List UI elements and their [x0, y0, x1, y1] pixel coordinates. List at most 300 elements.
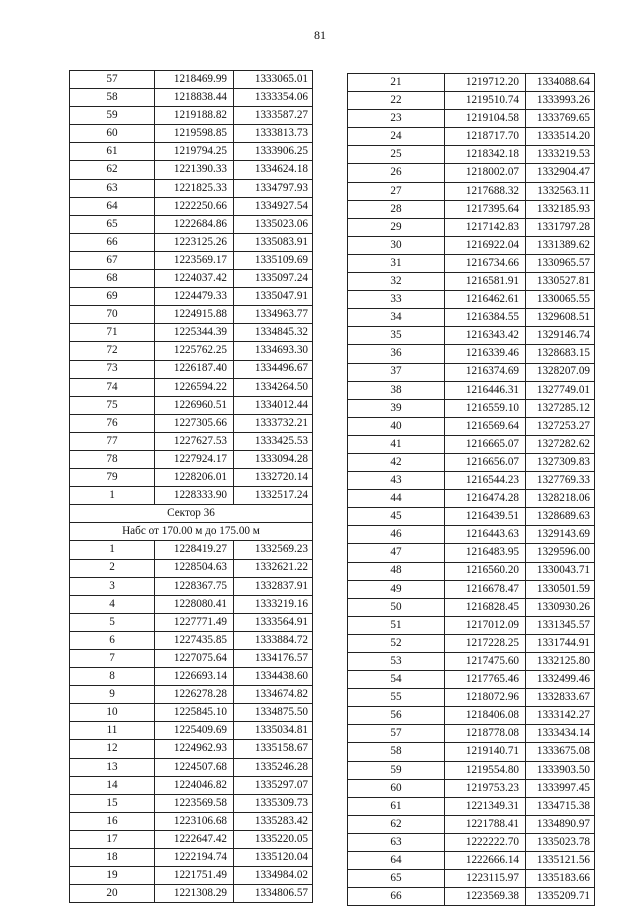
x-coordinate-cell: 1217765.46: [445, 671, 526, 689]
x-coordinate-cell: 1222194.74: [155, 849, 234, 867]
point-number-cell: 12: [70, 740, 155, 758]
table-row: [348, 490, 595, 508]
x-coordinate-cell: 1216678.47: [445, 580, 526, 598]
point-number-cell: 8: [70, 668, 155, 686]
y-coordinate-cell: 1333675.08: [526, 743, 595, 761]
y-coordinate-cell: 1335246.28: [234, 758, 313, 776]
point-number-cell: 78: [70, 450, 155, 468]
point-number-cell: 10: [70, 704, 155, 722]
x-coordinate-cell: 1218717.70: [445, 128, 526, 146]
table-row: [348, 707, 595, 725]
table-row: [70, 71, 313, 89]
y-coordinate-cell: 1335083.91: [234, 233, 313, 251]
x-coordinate-cell: 1224962.93: [155, 740, 234, 758]
table-row: [348, 562, 595, 580]
point-number-cell: 41: [348, 435, 445, 453]
point-number-cell: 7: [70, 650, 155, 668]
table-row: [70, 740, 313, 758]
x-coordinate-cell: 1223115.97: [445, 870, 526, 888]
y-coordinate-cell: 1328689.63: [526, 508, 595, 526]
table-row: [70, 595, 313, 613]
y-coordinate-cell: 1331389.62: [526, 236, 595, 254]
y-coordinate-cell: 1334806.57: [234, 885, 313, 903]
x-coordinate-cell: 1216656.07: [445, 453, 526, 471]
y-coordinate-cell: 1332499.46: [526, 671, 595, 689]
table-row: [348, 435, 595, 453]
table-row: [70, 179, 313, 197]
point-number-cell: 19: [70, 867, 155, 885]
y-coordinate-cell: 1333434.14: [526, 725, 595, 743]
y-coordinate-cell: 1333564.91: [234, 613, 313, 631]
table-row: [348, 309, 595, 327]
y-coordinate-cell: 1332569.23: [234, 541, 313, 559]
y-coordinate-cell: 1330065.55: [526, 291, 595, 309]
x-coordinate-cell: 1228080.41: [155, 595, 234, 613]
table-row: [70, 849, 313, 867]
point-number-cell: 74: [70, 378, 155, 396]
y-coordinate-cell: 1334875.50: [234, 704, 313, 722]
point-number-cell: 23: [348, 110, 445, 128]
y-coordinate-cell: 1334012.44: [234, 396, 313, 414]
point-number-cell: 11: [70, 722, 155, 740]
table-row: [70, 668, 313, 686]
point-number-cell: 64: [348, 852, 445, 870]
point-number-cell: 57: [70, 71, 155, 89]
y-coordinate-cell: 1335209.71: [526, 888, 595, 906]
table-row: [348, 870, 595, 888]
x-coordinate-cell: 1221788.41: [445, 815, 526, 833]
x-coordinate-cell: 1216483.95: [445, 544, 526, 562]
x-coordinate-cell: 1221349.31: [445, 797, 526, 815]
y-coordinate-cell: 1329143.69: [526, 526, 595, 544]
sector-subtitle: Набс от 170.00 м до 175.00 м: [70, 523, 313, 541]
table-row: [70, 758, 313, 776]
y-coordinate-cell: 1335183.66: [526, 870, 595, 888]
y-coordinate-cell: 1327749.01: [526, 381, 595, 399]
table-row: [70, 215, 313, 233]
x-coordinate-cell: 1216569.64: [445, 417, 526, 435]
point-number-cell: 70: [70, 306, 155, 324]
point-number-cell: 27: [348, 182, 445, 200]
table-row: [70, 450, 313, 468]
y-coordinate-cell: 1328218.06: [526, 490, 595, 508]
x-coordinate-cell: 1216374.69: [445, 363, 526, 381]
point-number-cell: 77: [70, 432, 155, 450]
table-row: [348, 345, 595, 363]
y-coordinate-cell: 1333219.16: [234, 595, 313, 613]
point-number-cell: 34: [348, 309, 445, 327]
y-coordinate-cell: 1333906.25: [234, 143, 313, 161]
y-coordinate-cell: 1334927.54: [234, 197, 313, 215]
x-coordinate-cell: 1217475.60: [445, 653, 526, 671]
x-coordinate-cell: 1216339.46: [445, 345, 526, 363]
x-coordinate-cell: 1226187.40: [155, 360, 234, 378]
x-coordinate-cell: 1216343.42: [445, 327, 526, 345]
y-coordinate-cell: 1333219.53: [526, 146, 595, 164]
y-coordinate-cell: 1333769.65: [526, 110, 595, 128]
x-coordinate-cell: 1216665.07: [445, 435, 526, 453]
y-coordinate-cell: 1330965.57: [526, 254, 595, 272]
x-coordinate-cell: 1228504.63: [155, 559, 234, 577]
table-row: [70, 342, 313, 360]
x-coordinate-cell: 1216560.20: [445, 562, 526, 580]
y-coordinate-cell: 1334624.18: [234, 161, 313, 179]
point-number-cell: 24: [348, 128, 445, 146]
table-row: [70, 143, 313, 161]
table-row: [348, 254, 595, 272]
y-coordinate-cell: 1334984.02: [234, 867, 313, 885]
x-coordinate-cell: 1223125.26: [155, 233, 234, 251]
table-row: [348, 200, 595, 218]
point-number-cell: 49: [348, 580, 445, 598]
sector-title-row: [70, 505, 313, 523]
table-row: [348, 743, 595, 761]
point-number-cell: 35: [348, 327, 445, 345]
x-coordinate-cell: 1222666.14: [445, 852, 526, 870]
x-coordinate-cell: 1227305.66: [155, 414, 234, 432]
point-number-cell: 55: [348, 689, 445, 707]
x-coordinate-cell: 1227075.64: [155, 650, 234, 668]
x-coordinate-cell: 1223569.58: [155, 794, 234, 812]
y-coordinate-cell: 1330930.26: [526, 598, 595, 616]
y-coordinate-cell: 1329608.51: [526, 309, 595, 327]
y-coordinate-cell: 1334890.97: [526, 815, 595, 833]
y-coordinate-cell: 1327282.62: [526, 435, 595, 453]
x-coordinate-cell: 1222647.42: [155, 830, 234, 848]
y-coordinate-cell: 1327769.33: [526, 472, 595, 490]
point-number-cell: 25: [348, 146, 445, 164]
x-coordinate-cell: 1223569.38: [445, 888, 526, 906]
table-row: [348, 453, 595, 471]
x-coordinate-cell: 1228206.01: [155, 469, 234, 487]
y-coordinate-cell: 1334674.82: [234, 686, 313, 704]
x-coordinate-cell: 1223106.68: [155, 812, 234, 830]
table-row: [70, 559, 313, 577]
x-coordinate-cell: 1216734.66: [445, 254, 526, 272]
table-row: [348, 74, 595, 92]
x-coordinate-cell: 1218838.44: [155, 89, 234, 107]
table-row: [70, 722, 313, 740]
x-coordinate-cell: 1224479.33: [155, 288, 234, 306]
point-number-cell: 65: [348, 870, 445, 888]
point-number-cell: 32: [348, 273, 445, 291]
y-coordinate-cell: 1333354.06: [234, 89, 313, 107]
table-row: [70, 270, 313, 288]
x-coordinate-cell: 1221751.49: [155, 867, 234, 885]
x-coordinate-cell: 1216443.63: [445, 526, 526, 544]
table-row: [348, 888, 595, 906]
y-coordinate-cell: 1329146.74: [526, 327, 595, 345]
table-row: [70, 776, 313, 794]
y-coordinate-cell: 1333142.27: [526, 707, 595, 725]
point-number-cell: 79: [70, 469, 155, 487]
point-number-cell: 14: [70, 776, 155, 794]
table-row: [348, 381, 595, 399]
table-row: [348, 291, 595, 309]
point-number-cell: 18: [70, 849, 155, 867]
table-row: [348, 146, 595, 164]
point-number-cell: 63: [348, 833, 445, 851]
point-number-cell: 36: [348, 345, 445, 363]
y-coordinate-cell: 1331797.28: [526, 218, 595, 236]
point-number-cell: 39: [348, 399, 445, 417]
point-number-cell: 72: [70, 342, 155, 360]
x-coordinate-cell: 1225845.10: [155, 704, 234, 722]
table-row: [70, 324, 313, 342]
y-coordinate-cell: 1332833.67: [526, 689, 595, 707]
table-row: [70, 89, 313, 107]
table-row: [70, 541, 313, 559]
x-coordinate-cell: 1222222.70: [445, 833, 526, 851]
x-coordinate-cell: 1217012.09: [445, 616, 526, 634]
x-coordinate-cell: 1228367.75: [155, 577, 234, 595]
table-row: [348, 399, 595, 417]
x-coordinate-cell: 1218778.08: [445, 725, 526, 743]
y-coordinate-cell: 1334693.30: [234, 342, 313, 360]
table-row: [70, 306, 313, 324]
table-row: [70, 867, 313, 885]
sector-title: Сектор 36: [70, 505, 313, 523]
table-row: [348, 182, 595, 200]
x-coordinate-cell: 1218342.18: [445, 146, 526, 164]
y-coordinate-cell: 1335283.42: [234, 812, 313, 830]
x-coordinate-cell: 1216446.31: [445, 381, 526, 399]
point-number-cell: 62: [348, 815, 445, 833]
table-row: [70, 613, 313, 631]
table-row: [348, 797, 595, 815]
x-coordinate-cell: 1216559.10: [445, 399, 526, 417]
y-coordinate-cell: 1333732.21: [234, 414, 313, 432]
x-coordinate-cell: 1226693.14: [155, 668, 234, 686]
table-row: [348, 779, 595, 797]
point-number-cell: 20: [70, 885, 155, 903]
y-coordinate-cell: 1333094.28: [234, 450, 313, 468]
y-coordinate-cell: 1334264.50: [234, 378, 313, 396]
point-number-cell: 4: [70, 595, 155, 613]
x-coordinate-cell: 1221308.29: [155, 885, 234, 903]
point-number-cell: 53: [348, 653, 445, 671]
x-coordinate-cell: 1219104.58: [445, 110, 526, 128]
point-number-cell: 60: [70, 125, 155, 143]
x-coordinate-cell: 1227627.53: [155, 432, 234, 450]
table-row: [70, 414, 313, 432]
table-row: [70, 288, 313, 306]
point-number-cell: 65: [70, 215, 155, 233]
point-number-cell: 17: [70, 830, 155, 848]
table-row: [70, 885, 313, 903]
table-row: [70, 794, 313, 812]
point-number-cell: 45: [348, 508, 445, 526]
point-number-cell: 61: [70, 143, 155, 161]
table-row: [348, 544, 595, 562]
point-number-cell: 44: [348, 490, 445, 508]
point-number-cell: 21: [348, 74, 445, 92]
point-number-cell: 1: [70, 487, 155, 505]
x-coordinate-cell: 1216544.23: [445, 472, 526, 490]
x-coordinate-cell: 1216581.91: [445, 273, 526, 291]
x-coordinate-cell: 1219188.82: [155, 107, 234, 125]
point-number-cell: 6: [70, 631, 155, 649]
point-number-cell: 62: [70, 161, 155, 179]
x-coordinate-cell: 1217688.32: [445, 182, 526, 200]
coordinates-table-left: [69, 70, 313, 903]
table-row: [70, 360, 313, 378]
x-coordinate-cell: 1218469.99: [155, 71, 234, 89]
table-row: [348, 815, 595, 833]
point-number-cell: 46: [348, 526, 445, 544]
point-number-cell: 51: [348, 616, 445, 634]
y-coordinate-cell: 1334845.32: [234, 324, 313, 342]
x-coordinate-cell: 1227435.85: [155, 631, 234, 649]
point-number-cell: 59: [348, 761, 445, 779]
y-coordinate-cell: 1329596.00: [526, 544, 595, 562]
y-coordinate-cell: 1330527.81: [526, 273, 595, 291]
y-coordinate-cell: 1330043.71: [526, 562, 595, 580]
y-coordinate-cell: 1335023.78: [526, 833, 595, 851]
y-coordinate-cell: 1335120.04: [234, 849, 313, 867]
point-number-cell: 29: [348, 218, 445, 236]
x-coordinate-cell: 1216922.04: [445, 236, 526, 254]
table-row: [348, 327, 595, 345]
y-coordinate-cell: 1332621.22: [234, 559, 313, 577]
coordinates-table-right: [347, 73, 595, 906]
table-row: [70, 378, 313, 396]
x-coordinate-cell: 1219712.20: [445, 74, 526, 92]
x-coordinate-cell: 1223569.17: [155, 251, 234, 269]
point-number-cell: 47: [348, 544, 445, 562]
point-number-cell: 13: [70, 758, 155, 776]
point-number-cell: 22: [348, 92, 445, 110]
y-coordinate-cell: 1335297.07: [234, 776, 313, 794]
point-number-cell: 69: [70, 288, 155, 306]
table-row: [348, 761, 595, 779]
point-number-cell: 76: [70, 414, 155, 432]
x-coordinate-cell: 1225762.25: [155, 342, 234, 360]
point-number-cell: 67: [70, 251, 155, 269]
point-number-cell: 59: [70, 107, 155, 125]
y-coordinate-cell: 1333514.20: [526, 128, 595, 146]
x-coordinate-cell: 1216828.45: [445, 598, 526, 616]
x-coordinate-cell: 1218072.96: [445, 689, 526, 707]
y-coordinate-cell: 1334088.64: [526, 74, 595, 92]
y-coordinate-cell: 1335220.05: [234, 830, 313, 848]
y-coordinate-cell: 1328683.15: [526, 345, 595, 363]
x-coordinate-cell: 1226960.51: [155, 396, 234, 414]
table-row: [348, 164, 595, 182]
point-number-cell: 66: [348, 888, 445, 906]
y-coordinate-cell: 1334963.77: [234, 306, 313, 324]
table-row: [70, 469, 313, 487]
y-coordinate-cell: 1334715.38: [526, 797, 595, 815]
x-coordinate-cell: 1218002.07: [445, 164, 526, 182]
table-row: [348, 472, 595, 490]
table-row: [70, 197, 313, 215]
point-number-cell: 38: [348, 381, 445, 399]
x-coordinate-cell: 1219753.23: [445, 779, 526, 797]
table-row: [70, 432, 313, 450]
x-coordinate-cell: 1226594.22: [155, 378, 234, 396]
y-coordinate-cell: 1335097.24: [234, 270, 313, 288]
y-coordinate-cell: 1332720.14: [234, 469, 313, 487]
table-row: [348, 598, 595, 616]
point-number-cell: 61: [348, 797, 445, 815]
x-coordinate-cell: 1224507.68: [155, 758, 234, 776]
point-number-cell: 57: [348, 725, 445, 743]
point-number-cell: 73: [70, 360, 155, 378]
x-coordinate-cell: 1228333.90: [155, 487, 234, 505]
table-row: [70, 396, 313, 414]
x-coordinate-cell: 1227771.49: [155, 613, 234, 631]
sector-subtitle-row: [70, 523, 313, 541]
table-row: [348, 725, 595, 743]
y-coordinate-cell: 1335047.91: [234, 288, 313, 306]
y-coordinate-cell: 1333993.26: [526, 92, 595, 110]
point-number-cell: 68: [70, 270, 155, 288]
table-row: [348, 526, 595, 544]
x-coordinate-cell: 1224046.82: [155, 776, 234, 794]
x-coordinate-cell: 1221825.33: [155, 179, 234, 197]
y-coordinate-cell: 1327253.27: [526, 417, 595, 435]
x-coordinate-cell: 1226278.28: [155, 686, 234, 704]
x-coordinate-cell: 1222684.86: [155, 215, 234, 233]
x-coordinate-cell: 1216474.28: [445, 490, 526, 508]
x-coordinate-cell: 1228419.27: [155, 541, 234, 559]
y-coordinate-cell: 1333425.53: [234, 432, 313, 450]
x-coordinate-cell: 1218406.08: [445, 707, 526, 725]
table-row: [348, 634, 595, 652]
point-number-cell: 64: [70, 197, 155, 215]
y-coordinate-cell: 1327309.83: [526, 453, 595, 471]
table-row: [348, 671, 595, 689]
y-coordinate-cell: 1333884.72: [234, 631, 313, 649]
table-row: [348, 580, 595, 598]
table-row: [70, 161, 313, 179]
point-number-cell: 52: [348, 634, 445, 652]
page-number: 81: [314, 28, 326, 42]
point-number-cell: 54: [348, 671, 445, 689]
x-coordinate-cell: 1219554.80: [445, 761, 526, 779]
table-row: [348, 110, 595, 128]
table-row: [70, 107, 313, 125]
x-coordinate-cell: 1219794.25: [155, 143, 234, 161]
table-row: [348, 653, 595, 671]
table-row: [70, 233, 313, 251]
table-row: [348, 833, 595, 851]
y-coordinate-cell: 1334797.93: [234, 179, 313, 197]
table-row: [348, 273, 595, 291]
y-coordinate-cell: 1333903.50: [526, 761, 595, 779]
point-number-cell: 26: [348, 164, 445, 182]
point-number-cell: 43: [348, 472, 445, 490]
y-coordinate-cell: 1335023.06: [234, 215, 313, 233]
table-row: [348, 616, 595, 634]
point-number-cell: 75: [70, 396, 155, 414]
table-row: [70, 830, 313, 848]
point-number-cell: 63: [70, 179, 155, 197]
y-coordinate-cell: 1333997.45: [526, 779, 595, 797]
point-number-cell: 60: [348, 779, 445, 797]
y-coordinate-cell: 1335158.67: [234, 740, 313, 758]
x-coordinate-cell: 1217395.64: [445, 200, 526, 218]
y-coordinate-cell: 1333065.01: [234, 71, 313, 89]
y-coordinate-cell: 1334176.57: [234, 650, 313, 668]
point-number-cell: 16: [70, 812, 155, 830]
x-coordinate-cell: 1216439.51: [445, 508, 526, 526]
point-number-cell: 40: [348, 417, 445, 435]
table-row: [70, 812, 313, 830]
x-coordinate-cell: 1224915.88: [155, 306, 234, 324]
point-number-cell: 5: [70, 613, 155, 631]
